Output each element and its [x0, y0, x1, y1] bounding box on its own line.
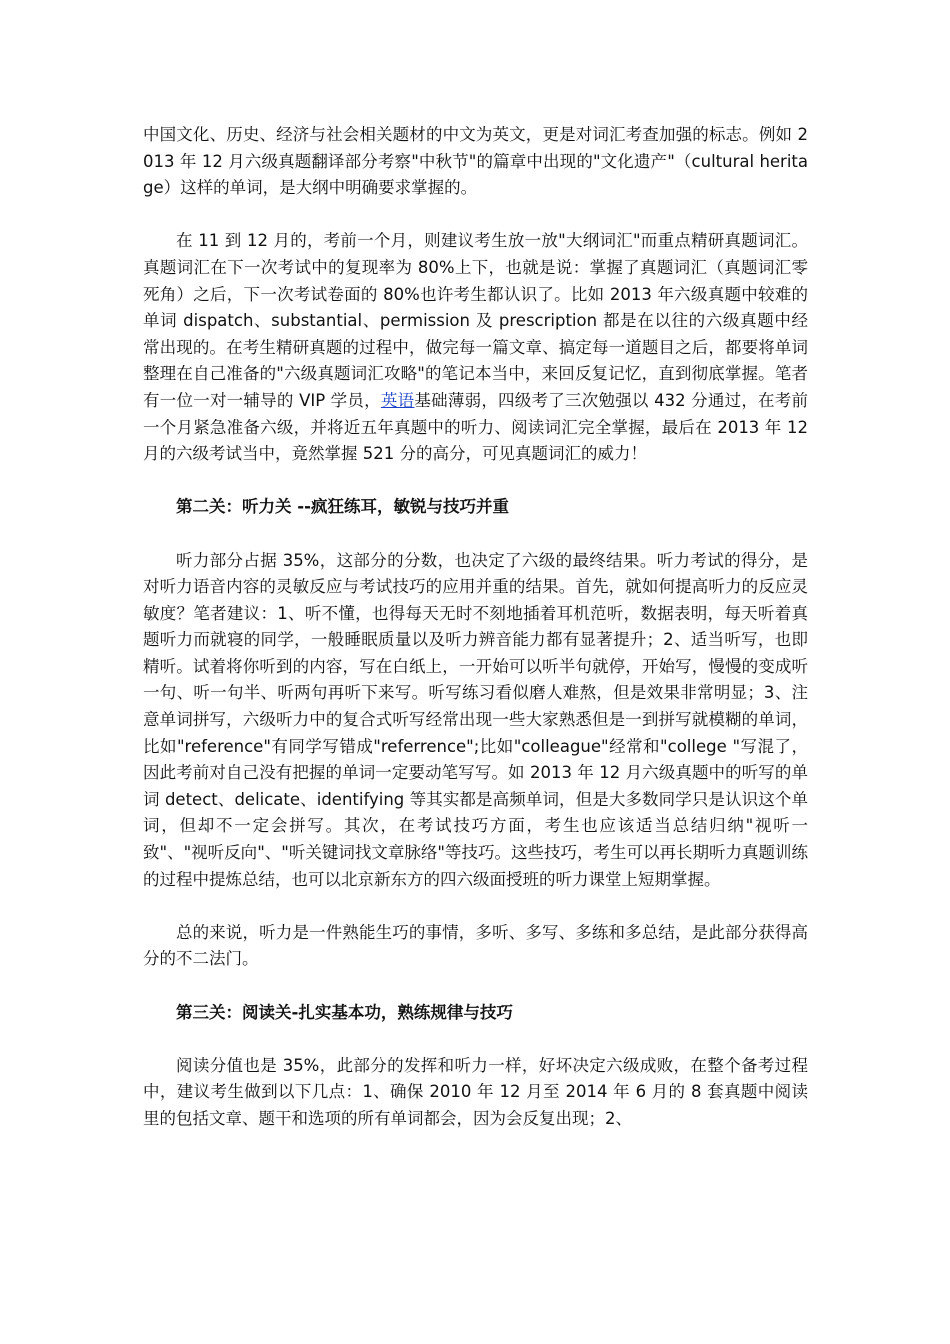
paragraph-gap — [143, 468, 808, 495]
paragraph-listening: 听力部分占据 35%，这部分的分数，也决定了六级的最终结果。听力考试的得分，是对听力语音内容的灵敏反应与考试技巧的应用并重的结果。首先，就如何提高听力的反应灵敏度？笔者建议：1、听不懂，也得每天无时不刻地插着耳机范听，数据表明，每天听着真题听力而就寝的同学，一般睡眠质量以及听力辨音能力都有显著提升；2、适当听写，也即精听。试着将你听到的内容，写在白纸上，一开始可以听半句就停，开始写，慢慢的变成听一句、听一句半、听两句再听下来写。听写练习看似磨人难熬，但是效果非常明显；3、注意单词拼写，六级听力中的复合式听写经常出现一些大家熟悉但是一到拼写就模糊的单词，比如"reference"有同学写错成"referrence";比如"colleague"经常和"college "写混了，因此考前对自己没有把握的单词一定要动笔写写。如 2013 年 12 月六级真题中的听写的单词 detect、delicate、identifying 等其实都是高频单词，但是大多数同学只是认识这个单词，但却不一定会拼写。其次，在考试技巧方面，考生也应该适当总结归纳"视听一致"、"视听反向"、"听关键词找文章脉络"等技巧。这些技巧，考生可以再长期听力真题训练的过程中提炼总结，也可以北京新东方的四六级面授班的听力课堂上短期掌握。 — [143, 550, 808, 889]
paragraph-gap — [143, 893, 808, 920]
paragraph-reading: 阅读分值也是 35%，此部分的发挥和听力一样，好坏决定六级成败，在整个备考过程中，建议考生做到以下几点：1、确保 2010 年 12 月至 2014 年 6 月的 8 套真题中阅读里的包括文章、题干和选项的所有单词都会，因为会反复出现；2、 — [143, 1055, 808, 1128]
paragraph-culture-vocabulary: 中国文化、历史、经济与社会相关题材的中文为英文，更是对词汇考查加强的标志。例如 2013 年 12 月六级真题翻译部分考察"中秋节"的篇章中出现的"文化遗产"（cultural heritage）这样的单词，是大纲中明确要求掌握的。 — [143, 125, 808, 198]
document-page — [143, 122, 808, 1133]
paragraph-listening-summary: 总的来说，听力是一件熟能生巧的事情，多听、多写、多练和多总结，是此部分获得高分的不二法门。 — [143, 922, 808, 969]
paragraph-gap — [143, 521, 808, 548]
paragraph-text: 基础薄弱，四级考了三次勉强以 432 分通过，在考前一个月紧急准备六级，并将近五年真题中的听力、阅读词汇完全掌握，最后在 2013 年 12 月的六级考试当中，竟然掌握 521 分的高分，可见真题词汇的威力！ — [143, 390, 809, 464]
paragraph-gap — [143, 1026, 808, 1053]
paragraph-real-exam-vocabulary — [143, 228, 808, 467]
section-heading-listening: 第二关：听力关 --疯狂练耳，敏锐与技巧并重 — [176, 497, 509, 517]
english-link[interactable]: 英语 — [380, 390, 415, 410]
paragraph-gap — [143, 973, 808, 1000]
section-heading-reading: 第三关：阅读关-扎实基本功，熟练规律与技巧 — [176, 1002, 513, 1022]
paragraph-text: 在 11 到 12 月的，考前一个月，则建议考生放一放"大纲词汇"而重点精研真题词汇。真题词汇在下一次考试中的复现率为 80%上下，也就是说：掌握了真题词汇（真题词汇零死角）之后，下一次考试卷面的 80%也许考生都认识了。比如 2013 年六级真题中较难的单词 dispatch、substantial、permission 及 prescription 都是在以往的六级真题中经常出现的。在考生精研真题的过程中，做完每一篇文章、搞定每一道题目之后，都要将单词整理在自己准备的"六级真题词汇攻略"的笔记本当中，来回反复记忆，直到彻底掌握。笔者有一位一对一辅导的 VIP 学员， — [143, 231, 808, 410]
paragraph-gap — [143, 202, 808, 229]
